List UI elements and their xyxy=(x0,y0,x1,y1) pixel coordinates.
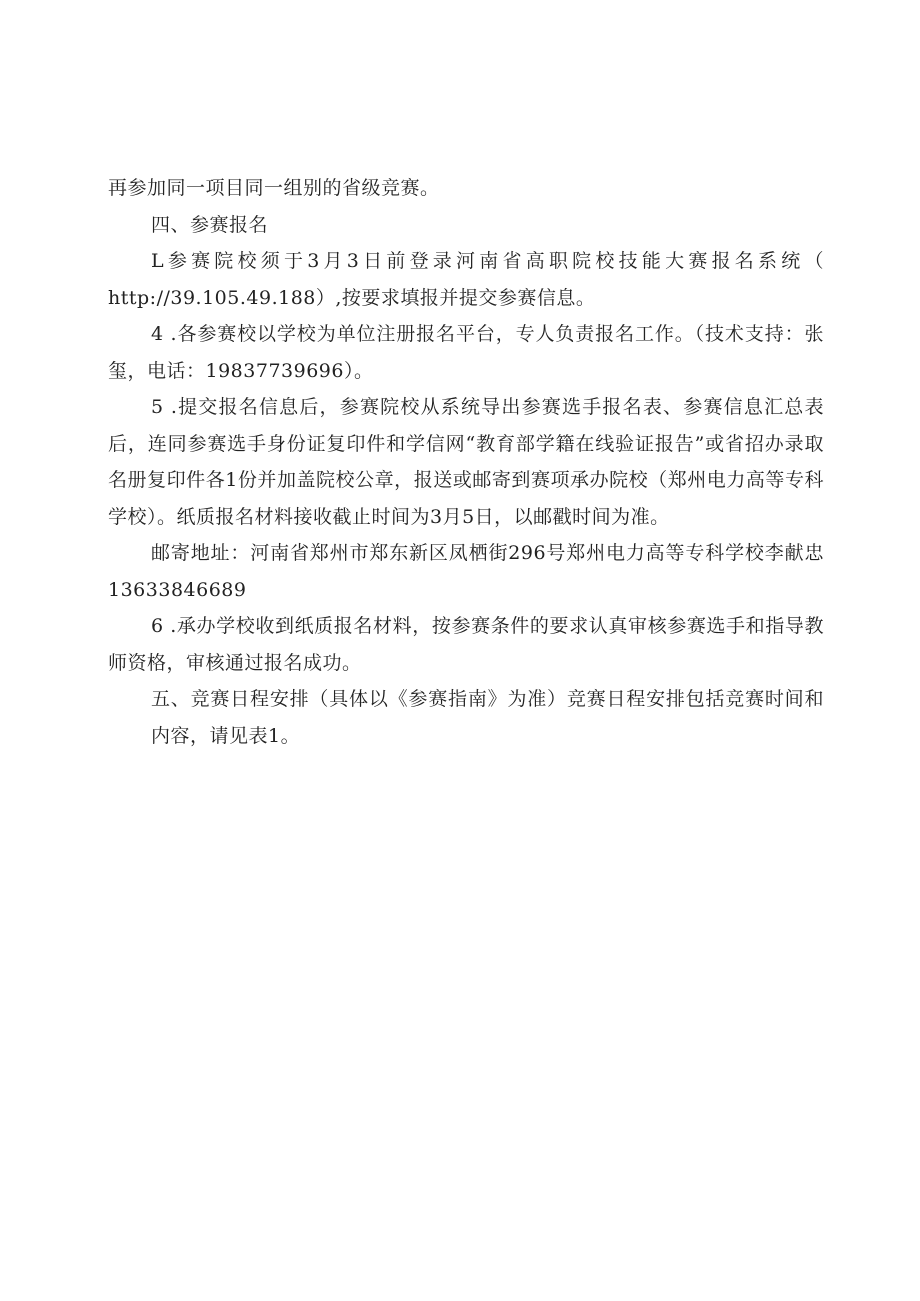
paragraph-continuation: 再参加同一项目同一组别的省级竞赛。 xyxy=(108,177,440,199)
section-heading-schedule: 五、竞赛日程安排（具体以《参赛指南》为准）竞赛日程安排包括竞赛时间和内容，请见表1。 xyxy=(151,688,824,747)
paragraph-registration-platform: 4 .各参赛校以学校为单位注册报名平台，专人负责报名工作。（技术支持：张玺，电话：19837739696）。 xyxy=(108,323,824,382)
paragraph-mailing-address: 邮寄地址：河南省郑州市郑东新区凤栖街296号郑州电力高等专科学校李献忠13633846689 xyxy=(108,542,824,601)
section-heading-registration: 四、参赛报名 xyxy=(151,213,269,236)
paragraph-paper-materials: 5 .提交报名信息后，参赛院校从系统导出参赛选手报名表、参赛信息汇总表后，连同参赛选手身份证复印件和学信网“教育部学籍在线验证报告”或省招办录取名册复印件各1份并加盖院校公章，报送或邮寄到赛项承办院校（郑州电力高等专科学校）。纸质报名材料接收截止时间为3月5日，以邮戳时间为准。 xyxy=(108,396,824,528)
paragraph-review: 6 .承办学校收到纸质报名材料，按参赛条件的要求认真审核参赛选手和指导教师资格，审核通过报名成功。 xyxy=(108,615,824,674)
document-body xyxy=(108,170,824,754)
paragraph-registration-deadline: L参赛院校须于3月3日前登录河南省高职院校技能大赛报名系统（ http://39.105.49.188）,按要求填报并提交参赛信息。 xyxy=(108,250,824,309)
